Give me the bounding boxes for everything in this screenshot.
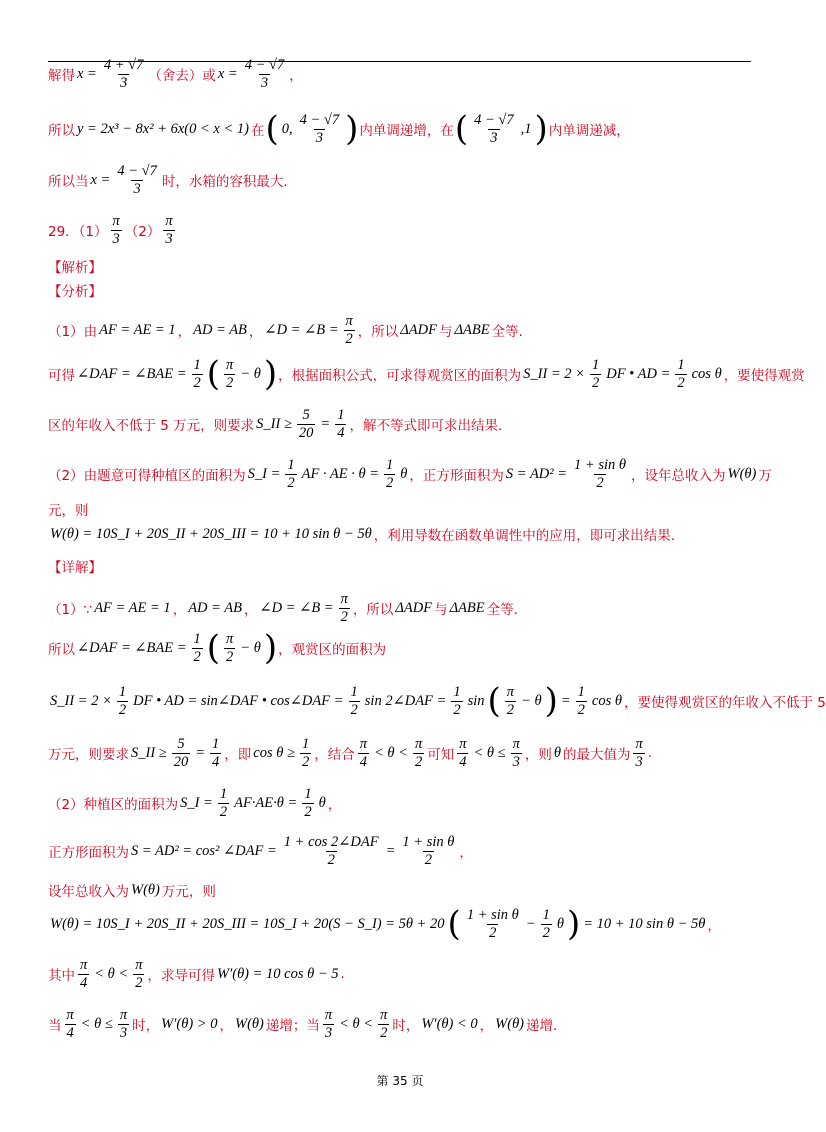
text-run: 【解析】 (48, 260, 102, 276)
math-expression: W(θ) = 10S_I + 20S_II + 20S_III = 10S_I + 20(S − S_I) = 5θ + 20 (50, 915, 445, 932)
text-run: 【分析】 (48, 284, 102, 300)
text-run: （2）种植区的面积为 (48, 797, 179, 813)
math-expression: ΔABE (454, 321, 490, 338)
text-run: ，求导可得 (147, 968, 215, 984)
fraction (378, 1007, 389, 1041)
math-expression: − θ (521, 692, 542, 709)
fraction-numerator: 1 (337, 406, 345, 423)
text-run: ，设年总收入为 (631, 468, 726, 484)
big-paren: ) (263, 354, 278, 394)
fraction-denominator: 2 (340, 608, 348, 625)
fraction (576, 684, 587, 718)
math-expression: sin 2∠DAF = (364, 692, 447, 709)
math-expression: S = AD² = cos² ∠DAF = (131, 842, 277, 859)
fraction-denominator: 2 (542, 924, 550, 941)
text-run: 万元，则 (161, 884, 216, 900)
text-run: 时， (132, 1018, 160, 1034)
fraction-denominator: 3 (112, 230, 120, 247)
fraction-numerator: π (66, 1006, 74, 1023)
big-paren: ( (454, 109, 469, 149)
fraction-denominator: 2 (193, 374, 201, 391)
text-run: ， (289, 68, 303, 84)
text-run: 的最大值为 (562, 747, 631, 763)
fraction-numerator: π (635, 735, 643, 752)
fraction-denominator: 3 (119, 74, 128, 91)
fraction-denominator: 2 (301, 753, 310, 770)
fraction-denominator: 4 (212, 753, 220, 770)
text-run: 时， (392, 1018, 420, 1034)
fraction-denominator: 2 (424, 851, 433, 868)
math-expression: < θ < (339, 1015, 374, 1032)
fraction-numerator: 1 (212, 735, 220, 752)
fraction-numerator: 1 (219, 785, 228, 802)
text-line (48, 948, 756, 1000)
fraction-denominator: 2 (287, 474, 295, 491)
math-expression: S_II ≥ (131, 744, 167, 761)
fraction (102, 57, 146, 91)
math-expression: S_I = (247, 465, 281, 482)
text-run: ， (219, 1018, 233, 1034)
math-expression: cos θ (591, 692, 622, 709)
math-expression: AD = AB (193, 321, 247, 338)
fraction (457, 736, 468, 770)
text-run: ，即 (224, 747, 252, 763)
text-line (48, 675, 826, 727)
fraction-numerator: 4 − √7 (244, 56, 285, 73)
fraction (335, 407, 346, 441)
text-run: ，解不等式即可求出结果. (349, 418, 503, 434)
fraction-numerator: 1 (591, 356, 600, 373)
fraction (78, 957, 89, 991)
math-expression: ∠DAF = ∠BAE = (77, 365, 187, 382)
fraction (358, 736, 369, 770)
fraction-numerator: π (506, 683, 515, 700)
fraction-numerator: 1 + sin θ (574, 456, 626, 473)
math-expression: ∠D = ∠B = (259, 599, 334, 616)
fraction (133, 957, 144, 991)
fraction-numerator: 1 (453, 683, 461, 700)
text-run: （1）由 (48, 324, 98, 340)
text-run: 递增. (526, 1018, 558, 1034)
fraction (172, 736, 191, 770)
fraction-numerator: 5 (177, 735, 185, 752)
fraction-numerator: 4 − √7 (474, 111, 514, 128)
math-expression: S = AD² = (505, 465, 568, 482)
fraction (323, 1007, 334, 1041)
fraction-denominator: 3 (512, 753, 520, 770)
math-expression: AD = AB (188, 599, 243, 616)
fraction-denominator: 3 (165, 230, 173, 247)
fraction-numerator: π (226, 630, 234, 647)
math-expression: = (320, 415, 331, 432)
math-expression: x = (77, 65, 97, 82)
text-run: ，结合 (314, 747, 355, 763)
text-run: 设年总收入为 (48, 884, 129, 900)
fraction-numerator: 1 (118, 683, 127, 700)
math-expression: = 10 + 10 sin θ − 5θ (583, 915, 706, 932)
text-line (48, 998, 756, 1050)
math-expression: W′(θ) < 0 (421, 1015, 478, 1032)
fraction (210, 736, 221, 770)
text-run: 内单调递减， (548, 123, 630, 139)
fraction-numerator: 1 (542, 906, 550, 923)
fraction-denominator: 2 (386, 474, 394, 491)
text-run: 全等. (486, 602, 518, 618)
fraction (218, 786, 229, 820)
fraction-numerator: π (165, 212, 173, 229)
math-expression: 0, (281, 120, 293, 137)
math-expression: x = (217, 65, 238, 82)
text-run: 可得 (48, 368, 75, 384)
fraction-numerator: π (80, 956, 88, 973)
fraction-denominator: 2 (489, 924, 497, 941)
fraction-numerator: 4 − √7 (117, 162, 157, 179)
fraction-numerator: 1 (677, 356, 685, 373)
fraction-numerator: 1 (304, 785, 312, 802)
text-line (48, 727, 756, 779)
math-expression: W(θ) (495, 1015, 525, 1032)
big-paren: ( (206, 354, 221, 394)
text-run: 全等. (491, 324, 523, 340)
math-expression: W(θ) (727, 465, 757, 482)
fraction-denominator: 2 (327, 851, 335, 868)
fraction-numerator: π (459, 735, 467, 752)
fraction-denominator: 2 (453, 701, 461, 718)
fraction-denominator: 2 (226, 374, 234, 391)
math-expression: W(θ) (234, 1015, 264, 1032)
fraction-denominator: 3 (490, 129, 498, 146)
fraction-numerator: π (119, 1006, 128, 1023)
fraction-denominator: 3 (315, 129, 323, 146)
text-run: ，所以 (357, 324, 399, 340)
math-expression: DF • AD = sin∠DAF • cos∠DAF = (133, 692, 344, 709)
math-expression: W(θ) = 10S_I + 20S_II + 20S_III = 10 + 10 sin θ − 5θ (50, 525, 372, 542)
text-run: 正方形面积为 (48, 845, 129, 861)
math-expression: cos θ (691, 365, 722, 382)
fraction-numerator: 1 + cos 2∠DAF (283, 833, 379, 850)
math-expression: S_II ≥ (256, 415, 292, 432)
fraction (65, 1007, 76, 1041)
math-expression: = (560, 692, 571, 709)
math-expression: ∠DAF = ∠BAE = (77, 639, 187, 656)
fraction-numerator: 1 (287, 456, 295, 473)
text-line (48, 777, 756, 829)
math-expression: ΔADF (395, 599, 433, 616)
fraction (298, 112, 342, 146)
text-run: 在 (250, 123, 265, 139)
text-run: 当 (48, 1018, 62, 1034)
fraction-denominator: 3 (635, 753, 643, 770)
text-run: ，所以 (352, 602, 394, 618)
fraction-numerator: π (112, 212, 120, 229)
text-run: 【详解】 (48, 560, 102, 576)
math-expression: x = (90, 171, 111, 188)
text-run: 时，水箱的容积最大. (161, 174, 288, 190)
big-paren: ) (566, 904, 581, 944)
fraction (349, 684, 360, 718)
text-run: ，要使得观赏 (723, 368, 805, 384)
math-expression: S_II = 2 × (50, 692, 112, 709)
text-run: 元，则 (48, 503, 89, 519)
math-expression: AF = AE = 1 (94, 599, 171, 616)
text-run: （1）∵ (48, 602, 93, 618)
math-expression: < θ ≤ (473, 744, 506, 761)
text-run: ， (479, 1018, 494, 1034)
fraction-numerator: π (324, 1006, 333, 1023)
math-expression: ΔADF (400, 321, 437, 338)
fraction (117, 684, 128, 718)
text-line (48, 103, 756, 155)
fraction-denominator: 2 (345, 330, 353, 347)
text-run: 与 (434, 602, 448, 618)
fraction-numerator: π (359, 735, 367, 752)
big-paren: ( (447, 904, 461, 944)
math-expression: θ (400, 465, 408, 482)
fraction-numerator: 1 (577, 683, 585, 700)
fraction-denominator: 3 (260, 74, 269, 91)
fraction (511, 736, 522, 770)
fraction-denominator: 4 (80, 974, 88, 991)
fraction-numerator: 1 + sin θ (466, 906, 519, 923)
fraction-numerator: 4 + √7 (103, 56, 144, 73)
big-paren: ) (534, 109, 548, 149)
fraction-denominator: 2 (193, 648, 201, 665)
math-expression: < θ < (94, 965, 129, 982)
big-paren: ) (544, 681, 558, 721)
fraction (192, 631, 203, 665)
fraction (118, 1007, 129, 1041)
fraction (302, 786, 313, 820)
text-line (48, 348, 805, 400)
fraction (300, 736, 311, 770)
text-run: 其中 (48, 968, 75, 984)
math-expression: θ (556, 915, 564, 932)
math-expression: cos θ ≥ (253, 744, 295, 761)
text-run: 所以当 (48, 174, 89, 190)
fraction (297, 407, 316, 441)
text-run: ， (459, 845, 473, 861)
text-run: ， (248, 324, 263, 340)
fraction-denominator: 2 (304, 803, 312, 820)
math-expression: DF • AD = (606, 365, 671, 382)
fraction-denominator: 3 (119, 1024, 128, 1041)
text-run: 解得 (48, 68, 75, 84)
fraction-denominator: 4 (337, 424, 345, 441)
math-expression: = (385, 842, 396, 859)
math-expression: S_II = 2 × (523, 365, 585, 382)
math-expression: ∠D = ∠B = (264, 321, 339, 338)
math-expression: AF · AE · θ = (301, 465, 380, 482)
text-run: ，则 (524, 747, 552, 763)
math-expression: AF·AE·θ = (234, 794, 298, 811)
fraction (243, 57, 287, 91)
fraction-numerator: π (340, 590, 348, 607)
text-run: ， (172, 602, 187, 618)
text-run: （舍去）或 (148, 68, 216, 84)
fraction (505, 684, 516, 718)
text-run: ，根据面积公式，可求得观赏区的面积为 (278, 368, 522, 384)
math-expression: < θ < (373, 744, 408, 761)
math-expression: y = 2x³ − 8x² + 6x(0 < x < 1) (77, 120, 249, 137)
text-line (48, 48, 756, 100)
text-line (48, 898, 756, 950)
fraction-denominator: 20 (173, 753, 189, 770)
text-run: ， (244, 602, 258, 618)
big-paren: ) (263, 628, 278, 668)
fraction-numerator: π (345, 312, 353, 329)
fraction-denominator: 2 (226, 648, 234, 665)
fraction (541, 907, 552, 941)
math-expression: W(θ) (131, 881, 160, 898)
fraction-denominator: 2 (135, 974, 143, 991)
big-paren: ( (265, 109, 279, 149)
text-line (48, 154, 756, 206)
fraction-denominator: 3 (324, 1024, 333, 1041)
math-expression: W′(θ) > 0 (161, 1015, 218, 1032)
text-run: . (340, 966, 345, 982)
big-paren: ( (206, 628, 221, 668)
text-line (48, 398, 756, 450)
math-expression: − (525, 915, 536, 932)
fraction-denominator: 3 (133, 180, 141, 197)
text-run: （2）由题意可得种植区的面积为 (48, 468, 246, 484)
text-run: 所以 (48, 642, 75, 658)
fraction (472, 112, 516, 146)
fraction-denominator: 2 (118, 701, 127, 718)
fraction-numerator: 1 (193, 356, 201, 373)
math-expression: W′(θ) = 10 cos θ − 5 (216, 965, 339, 982)
fraction-numerator: π (380, 1006, 388, 1023)
text-run: 29．（1） (48, 224, 108, 240)
fraction-denominator: 2 (591, 374, 600, 391)
text-run: 所以 (48, 123, 75, 139)
fraction-numerator: π (512, 735, 520, 752)
math-expression: θ (318, 794, 326, 811)
fraction-numerator: 1 (386, 456, 394, 473)
text-run: ， (327, 797, 342, 813)
math-expression: AF = AE = 1 (99, 321, 176, 338)
fraction-numerator: 1 (193, 630, 201, 647)
text-line (48, 622, 756, 674)
text-run: ，观赏区的面积为 (278, 642, 387, 658)
fraction-denominator: 4 (359, 753, 367, 770)
page-footer: 第 35 页 (376, 1074, 424, 1088)
fraction-denominator: 4 (459, 753, 467, 770)
fraction-denominator: 2 (677, 374, 685, 391)
fraction (590, 357, 601, 391)
fraction (465, 907, 521, 941)
text-run: ，利用导数在函数单调性中的应用，即可求出结果. (373, 528, 676, 544)
math-expression: < θ ≤ (80, 1015, 113, 1032)
text-run: ， (177, 324, 192, 340)
text-run: 万 (758, 468, 772, 484)
math-expression: sin (467, 692, 485, 709)
fraction (675, 357, 686, 391)
fraction-denominator: 20 (298, 424, 314, 441)
fraction-numerator: 1 + sin θ (402, 833, 455, 850)
text-run: 递增；当 (265, 1018, 320, 1034)
text-run: 万元，则要求 (48, 747, 129, 763)
fraction (192, 357, 203, 391)
fraction-numerator: 5 (302, 406, 310, 423)
math-expression: = (195, 744, 206, 761)
fraction-denominator: 2 (414, 753, 423, 770)
fraction (339, 591, 350, 625)
math-expression: ΔABE (449, 599, 485, 616)
math-expression: S_I = (180, 794, 213, 811)
fraction-denominator: 2 (577, 701, 585, 718)
text-run: 与 (438, 324, 453, 340)
fraction-denominator: 2 (350, 701, 358, 718)
fraction-numerator: 4 − √7 (299, 111, 340, 128)
fraction-numerator: π (226, 356, 234, 373)
text-run: . (647, 745, 653, 761)
fraction-denominator: 2 (506, 701, 515, 718)
text-run: （2） (124, 224, 161, 240)
text-run: ，要使得观赏区的年收入不低于 5 (623, 695, 826, 711)
fraction (451, 684, 462, 718)
fraction-denominator: 4 (66, 1024, 74, 1041)
text-run: 内单调递增，在 (359, 123, 454, 139)
text-run: ， (707, 918, 721, 934)
math-expression: − θ (240, 639, 261, 656)
fraction (224, 357, 235, 391)
math-expression: ,1 (520, 120, 532, 137)
fraction (344, 313, 355, 347)
text-run: ，正方形面积为 (409, 468, 504, 484)
math-expression: θ (553, 744, 561, 761)
math-expression: − θ (240, 365, 261, 382)
fraction-denominator: 2 (596, 474, 604, 491)
big-paren: ( (487, 681, 501, 721)
fraction (115, 163, 159, 197)
fraction (633, 736, 644, 770)
text-run: 区的年收入不低于 5 万元，则要求 (48, 418, 255, 434)
text-run: 可知 (427, 747, 455, 763)
fraction-numerator: π (414, 735, 423, 752)
fraction-numerator: π (135, 956, 143, 973)
fraction (224, 631, 235, 665)
big-paren: ) (345, 109, 359, 149)
fraction-denominator: 2 (219, 803, 228, 820)
fraction-numerator: 1 (350, 683, 358, 700)
fraction-denominator: 2 (380, 1024, 388, 1041)
fraction (413, 736, 424, 770)
fraction-numerator: 1 (301, 735, 310, 752)
